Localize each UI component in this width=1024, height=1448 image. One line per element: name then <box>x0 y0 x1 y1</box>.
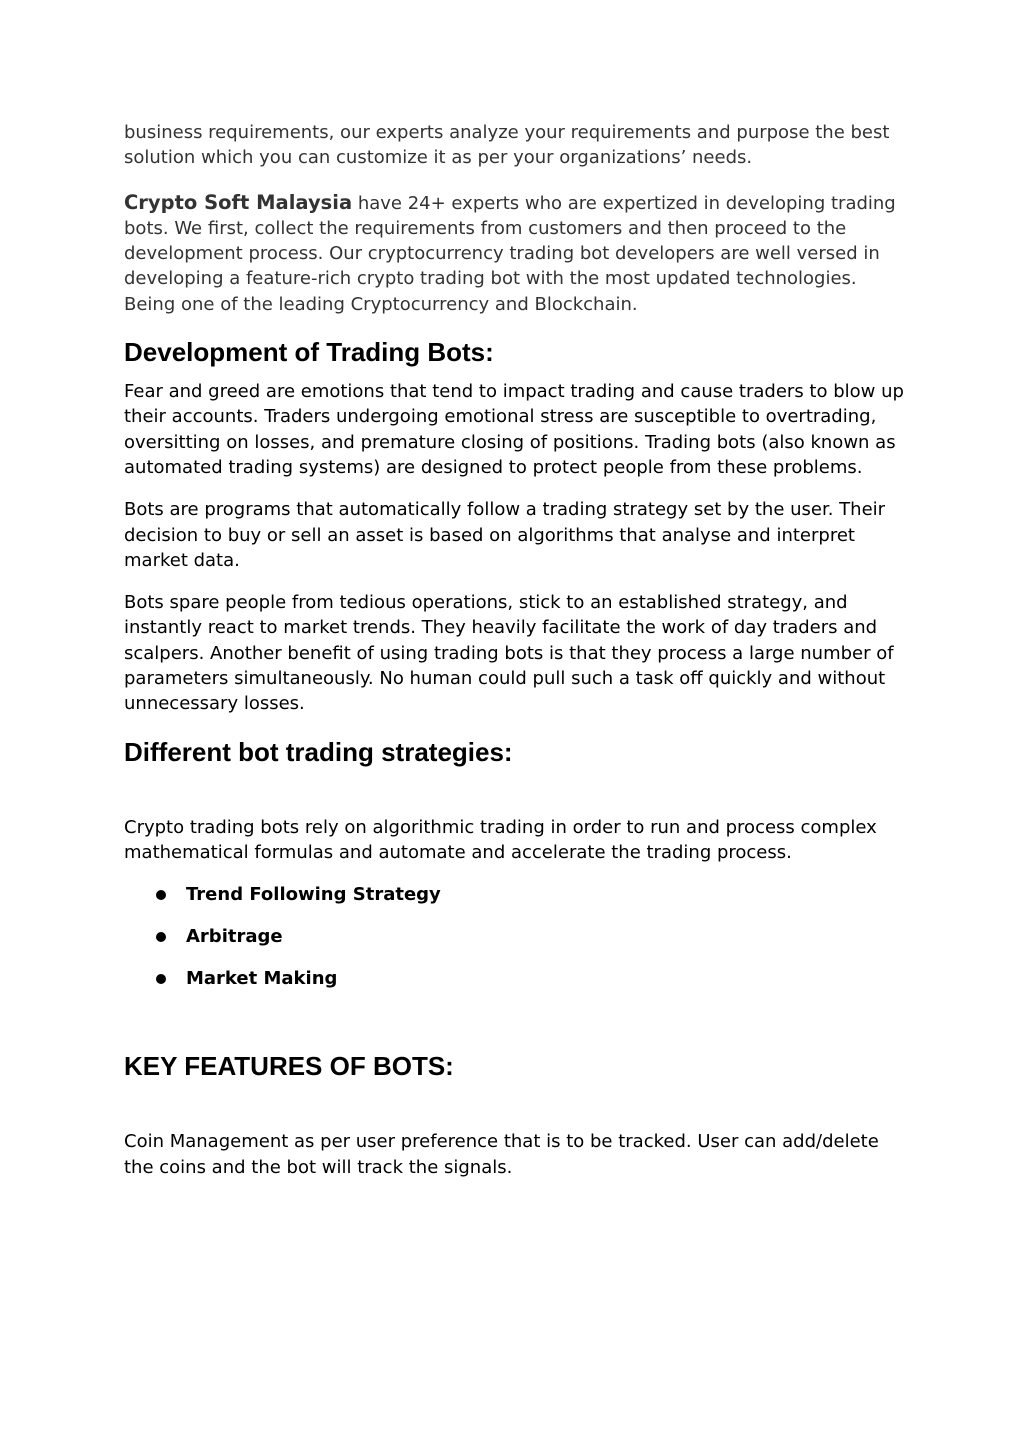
paragraph-fear-greed: Fear and greed are emotions that tend to impact trading and cause traders to blow up their accounts. Traders undergoing emotional stress are susceptible to overtrading, oversitting on losses, and premature closing of positions. Trading bots (also known as automated trading systems) are designed to protect people from these problems. <box>124 381 904 478</box>
company-name: Crypto Soft Malaysia <box>124 190 353 214</box>
heading-key-features: KEY FEATURES OF BOTS: <box>124 1051 454 1082</box>
list-item <box>124 882 904 907</box>
heading-development: Development of Trading Bots: <box>124 337 494 368</box>
bullet-icon <box>156 932 166 942</box>
list-item-label: Market Making <box>186 968 338 990</box>
heading-strategies: Different bot trading strategies: <box>124 736 513 767</box>
list-item-label: Arbitrage <box>186 926 283 948</box>
paragraph-coin-management: Coin Management as per user preference that is to be tracked. User can add/delete the coins and the bot will track the signals. <box>124 1131 879 1178</box>
company-description: have 24+ experts who are expertized in developing trading bots. We first, collect the requirements from customers and then proceed to the development process. Our cryptocurrency trading bot developers are well versed in developing a feature-rich crypto trading bot with the most updated technologies. Being one of the leading Cryptocurrency and Blockchain. <box>124 192 896 315</box>
paragraph-bots-programs: Bots are programs that automatically follow a trading strategy set by the user. Their decision to buy or sell an asset is based on algorithms that analyse and interpret market data. <box>124 499 886 571</box>
bullet-icon <box>156 890 166 900</box>
intro-paragraph: business requirements, our experts analyze your requirements and purpose the best solution which you can customize it as per your organizations’ needs. <box>124 122 890 169</box>
paragraph-crypto-bots: Crypto trading bots rely on algorithmic trading in order to run and process complex mathematical formulas and automate and accelerate the trading process. <box>124 816 877 863</box>
bullet-icon <box>156 974 166 984</box>
list-item-label: Trend Following Strategy <box>186 884 441 906</box>
paragraph-bots-spare: Bots spare people from tedious operations, stick to an established strategy, and instantly react to market trends. They heavily facilitate the work of day traders and scalpers. Another benefit of using trading bots is that they process a large number of parameters simultaneously. No human could pull such a task off quickly and without unnecessary losses. <box>124 592 894 715</box>
strategy-list <box>124 882 904 991</box>
list-item <box>124 966 904 991</box>
document-page <box>124 120 904 1180</box>
list-item <box>124 924 904 949</box>
company-paragraph <box>124 190 904 317</box>
